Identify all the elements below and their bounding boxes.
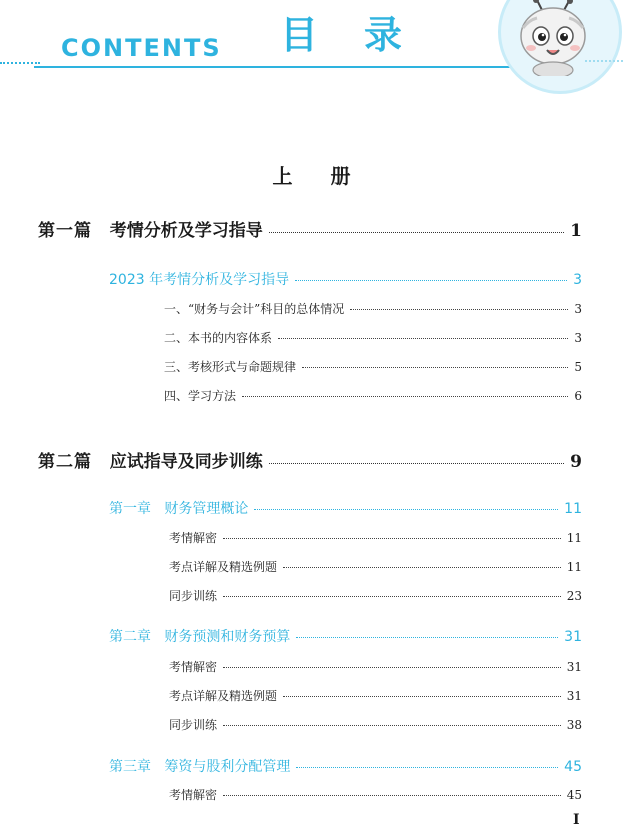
page-number: 45 [564,759,582,775]
item-label: 考点详解及精选例题 [169,689,278,703]
item-label: 考情解密 [169,788,218,802]
page-number: 38 [566,718,582,732]
dot-leader [302,367,568,368]
page-number: 11 [566,560,582,574]
dot-leader [296,767,558,768]
page-number: 9 [570,452,582,472]
page-header [0,0,623,90]
toc-section[interactable] [164,387,582,404]
toc-section[interactable] [164,329,582,346]
toc-chapter-1[interactable] [109,498,582,518]
toc-part-2[interactable] [38,447,582,472]
toc-chapter-3[interactable] [109,756,582,776]
toc-item[interactable] [169,687,582,704]
toc-chapter-2[interactable] [109,626,582,646]
dot-leader [269,232,564,233]
toc-item[interactable] [169,587,582,604]
page-number: 6 [574,389,582,403]
dot-leader [269,463,564,464]
dot-leader [223,538,561,539]
page-number: 1 [570,221,582,241]
page-number: 3 [574,302,582,316]
toc-item[interactable] [169,529,582,546]
dot-leader [242,396,568,397]
toc-item[interactable] [169,558,582,575]
toc-section[interactable] [164,358,582,375]
toc-item[interactable] [169,658,582,675]
dot-leader [223,795,561,796]
page-number: 3 [574,331,582,345]
dot-leader [295,280,567,281]
section-label: 四、学习方法 [164,389,237,403]
toc-item[interactable] [169,786,582,803]
toc-part-1[interactable] [38,216,582,241]
dot-leader [350,309,568,310]
page-marker: I [573,812,580,828]
page-number: 5 [574,360,582,374]
volume-title: 上册 [272,164,389,188]
chapter-label: 2023 年考情分析及学习指导 [109,272,290,288]
item-label: 考点详解及精选例题 [169,560,278,574]
dot-leader [296,637,558,638]
part-label: 第一篇 考情分析及学习指导 [38,221,263,241]
page-number: 23 [566,589,582,603]
toc-item[interactable] [169,716,582,733]
mascot-icon [507,0,599,76]
section-label: 一、“财务与会计”科目的总体情况 [164,302,345,316]
page-number: 31 [566,660,582,674]
page-number: 31 [566,689,582,703]
dot-leader [254,509,558,510]
item-label: 同步训练 [169,718,218,732]
page-number: 11 [566,531,582,545]
part-label: 第二篇 应试指导及同步训练 [38,452,263,472]
dot-leader [223,667,561,668]
dot-leader [278,338,568,339]
item-label: 考情解密 [169,531,218,545]
toc-title: 目录 [280,13,449,57]
dot-leader [283,696,561,697]
chapter-label: 第一章 财务管理概论 [109,501,249,517]
page-number: 31 [564,629,582,645]
page-number: 45 [566,788,582,802]
dot-leader [223,725,561,726]
page-number: 3 [573,272,582,288]
toc-chapter[interactable] [109,269,582,289]
item-label: 同步训练 [169,589,218,603]
header-dash-line [0,62,40,64]
header-rule [34,66,534,68]
toc-section[interactable] [164,300,582,317]
section-label: 三、考核形式与命题规律 [164,360,297,374]
dot-leader [283,567,561,568]
chapter-label: 第二章 财务预测和财务预算 [109,629,291,645]
dot-leader [223,596,561,597]
section-label: 二、本书的内容体系 [164,331,273,345]
contents-label: CONTENTS [61,34,222,62]
chapter-label: 第三章 筹资与股利分配管理 [109,759,291,775]
item-label: 考情解密 [169,660,218,674]
page-number: 11 [564,501,582,517]
